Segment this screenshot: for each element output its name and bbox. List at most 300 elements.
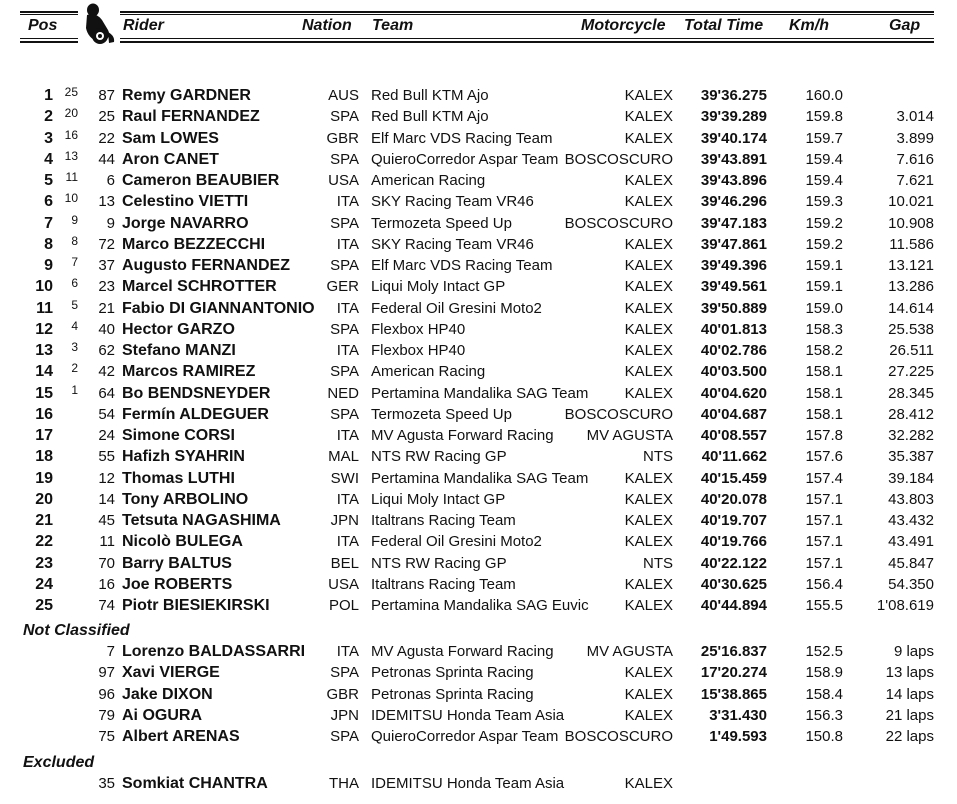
gap: 43.491 — [888, 533, 934, 551]
speed-kmh: 158.1 — [805, 405, 843, 423]
rider-name: Marco BEZZECCHI — [122, 235, 266, 253]
rider-number: 75 — [98, 728, 115, 745]
team-name: SKY Racing Team VR46 — [371, 193, 534, 211]
position: 20 — [35, 490, 53, 508]
speed-kmh: 156.3 — [805, 706, 843, 724]
position: 15 — [35, 384, 53, 402]
total-time: 1'49.593 — [709, 728, 767, 745]
gap: 13 laps — [885, 664, 934, 682]
gap: 3.014 — [896, 108, 934, 126]
points: 16 — [64, 127, 78, 142]
rider-name: Fabio DI GIANNANTONIO — [122, 299, 315, 317]
gap: 7.616 — [896, 150, 934, 168]
classified-row — [0, 404, 957, 425]
total-time: 39'40.174 — [700, 129, 767, 147]
rider-number: 40 — [98, 320, 115, 338]
gap: 10.908 — [888, 214, 934, 232]
points: 6 — [71, 276, 78, 291]
classified-row — [0, 531, 957, 552]
not-classified-row — [0, 641, 957, 662]
team-name: MV Agusta Forward Racing — [371, 427, 554, 444]
motorcycle: KALEX — [624, 512, 673, 529]
rider-name: Ai OGURA — [122, 706, 202, 724]
speed-kmh: 159.0 — [805, 299, 843, 317]
team-name: Pertamina Mandalika SAG Team — [371, 469, 589, 487]
total-time: 40'30.625 — [700, 575, 767, 593]
total-time: 40'02.786 — [700, 342, 767, 359]
col-header-rider: Rider — [123, 17, 164, 34]
nation: THA — [329, 775, 359, 792]
speed-kmh: 155.5 — [805, 597, 843, 614]
motorcycle: MV AGUSTA — [586, 427, 673, 444]
motorcycle: KALEX — [624, 706, 673, 724]
classified-row — [0, 553, 957, 574]
rider-number: 64 — [98, 384, 115, 402]
excluded-heading: Excluded — [23, 754, 95, 771]
gap: 14 laps — [885, 685, 934, 703]
gap: 28.345 — [888, 384, 934, 402]
rider-name: Remy GARDNER — [122, 87, 251, 104]
total-time: 40'04.620 — [700, 384, 767, 402]
col-header-pos: Pos — [28, 17, 58, 34]
classified-row — [0, 298, 957, 319]
team-name: Petronas Sprinta Racing — [371, 664, 534, 682]
total-time: 40'22.122 — [700, 554, 767, 572]
points: 8 — [71, 233, 78, 248]
classified-row — [0, 149, 957, 170]
position: 19 — [35, 469, 53, 487]
team-name: Elf Marc VDS Racing Team — [371, 257, 553, 274]
gap: 35.387 — [888, 448, 934, 466]
total-time: 39'47.183 — [700, 214, 767, 232]
position: 25 — [35, 597, 53, 614]
nation: SPA — [330, 405, 359, 423]
rider-number: 21 — [98, 299, 115, 317]
rider-number: 7 — [106, 643, 115, 660]
motorcycle: KALEX — [624, 108, 673, 126]
rider-number: 70 — [98, 554, 115, 572]
position: 21 — [35, 512, 53, 529]
rider-name: Sam LOWES — [122, 129, 219, 147]
rider-number: 97 — [98, 664, 115, 682]
motorcycle: KALEX — [624, 278, 673, 296]
nation: SPA — [330, 363, 359, 381]
team-name: Pertamina Mandalika SAG Euvic — [371, 597, 589, 614]
motorcycle: KALEX — [624, 172, 673, 189]
col-header-motorcycle: Motorcycle — [581, 17, 666, 34]
nation: ITA — [336, 427, 359, 444]
motorcycle: KALEX — [624, 533, 673, 551]
motorcycle-rider-icon — [78, 2, 120, 46]
rider-number: 35 — [98, 775, 115, 792]
total-time: 39'36.275 — [700, 87, 767, 104]
speed-kmh: 158.1 — [805, 384, 843, 402]
speed-kmh: 157.1 — [805, 490, 843, 508]
points: 2 — [71, 361, 78, 376]
motorcycle: KALEX — [624, 575, 673, 593]
nation: AUS — [328, 87, 359, 104]
motorcycle: KALEX — [624, 384, 673, 402]
nation: GER — [326, 278, 359, 296]
motorcycle: KALEX — [624, 469, 673, 487]
position: 11 — [36, 299, 53, 317]
rider-number: 72 — [98, 235, 115, 253]
team-name: IDEMITSU Honda Team Asia — [371, 775, 565, 792]
nation: MAL — [328, 448, 359, 466]
col-header-team: Team — [372, 17, 414, 34]
nation: USA — [328, 172, 359, 189]
rider-name: Simone CORSI — [122, 427, 235, 444]
points: 4 — [71, 318, 78, 333]
gap: 21 laps — [885, 706, 934, 724]
gap: 13.286 — [888, 278, 934, 296]
motorcycle: KALEX — [624, 342, 673, 359]
rider-name: Aron CANET — [122, 150, 219, 168]
nation: ITA — [336, 193, 359, 211]
position: 10 — [35, 278, 53, 296]
speed-kmh: 159.8 — [805, 108, 843, 126]
total-time: 39'49.396 — [700, 257, 767, 274]
total-time: 40'15.459 — [700, 469, 767, 487]
not-classified-row — [0, 684, 957, 705]
rider-name: Marcos RAMIREZ — [122, 363, 256, 381]
speed-kmh: 157.1 — [805, 533, 843, 551]
rider-name: Tetsuta NAGASHIMA — [122, 512, 281, 529]
position: 8 — [44, 235, 53, 253]
classified-row — [0, 106, 957, 127]
team-name: Federal Oil Gresini Moto2 — [371, 299, 542, 317]
motorcycle: KALEX — [624, 490, 673, 508]
team-name: QuieroCorredor Aspar Team — [371, 150, 559, 168]
motorcycle: KALEX — [624, 685, 673, 703]
team-name: Termozeta Speed Up — [371, 405, 512, 423]
speed-kmh: 159.4 — [805, 172, 843, 189]
nation: SPA — [330, 664, 359, 682]
gap: 43.432 — [888, 512, 934, 529]
rider-number: 13 — [98, 193, 115, 211]
rider-number: 55 — [98, 448, 115, 466]
rider-number: 44 — [98, 150, 115, 168]
team-name: American Racing — [371, 363, 486, 381]
rider-number: 22 — [98, 129, 115, 147]
motorcycle: BOSCOSCURO — [564, 405, 673, 423]
total-time: 3'31.430 — [709, 706, 767, 724]
gap: 14.614 — [888, 299, 934, 317]
header-top-rule-inner — [20, 14, 934, 15]
position: 23 — [35, 554, 53, 572]
rider-number: 62 — [98, 342, 115, 359]
speed-kmh: 156.4 — [805, 575, 843, 593]
position: 1 — [44, 87, 53, 104]
gap: 39.184 — [888, 469, 934, 487]
total-time: 17'20.274 — [700, 664, 767, 682]
points: 3 — [71, 340, 78, 354]
rider-name: Bo BENDSNEYDER — [122, 384, 271, 402]
team-name: SKY Racing Team VR46 — [371, 235, 534, 253]
nation: USA — [328, 575, 359, 593]
team-name: Federal Oil Gresini Moto2 — [371, 533, 542, 551]
rider-number: 25 — [98, 108, 115, 126]
classified-row — [0, 489, 957, 510]
motorcycle: NTS — [643, 448, 673, 466]
nation: JPN — [330, 512, 359, 529]
gap: 9 laps — [893, 643, 934, 660]
classified-row — [0, 340, 957, 361]
rider-name: Tony ARBOLINO — [122, 490, 249, 508]
speed-kmh: 158.9 — [805, 664, 843, 682]
nation: ITA — [336, 342, 359, 359]
motorcycle: KALEX — [624, 257, 673, 274]
classified-row — [0, 191, 957, 212]
team-name: Elf Marc VDS Racing Team — [371, 129, 553, 147]
rider-number: 74 — [98, 597, 115, 614]
motorcycle: KALEX — [624, 193, 673, 211]
gap: 26.511 — [889, 342, 934, 359]
total-time: 40'08.557 — [700, 427, 767, 444]
motorcycle: KALEX — [624, 664, 673, 682]
motorcycle: KALEX — [624, 299, 673, 317]
gap: 32.282 — [888, 427, 934, 444]
nation: ITA — [336, 533, 359, 551]
speed-kmh: 150.8 — [805, 728, 843, 745]
gap: 11.586 — [889, 235, 934, 253]
rider-name: Cameron BEAUBIER — [122, 172, 280, 189]
team-name: Termozeta Speed Up — [371, 214, 512, 232]
team-name: IDEMITSU Honda Team Asia — [371, 706, 565, 724]
total-time: 40'19.707 — [700, 512, 767, 529]
motorcycle: KALEX — [624, 320, 673, 338]
header-bottom-rule-inner — [20, 38, 934, 39]
position: 2 — [44, 108, 53, 126]
gap: 1'08.619 — [876, 597, 934, 614]
position: 12 — [35, 320, 53, 338]
position: 3 — [44, 129, 53, 147]
gap: 3.899 — [896, 129, 934, 147]
nation: SPA — [330, 150, 359, 168]
position: 13 — [35, 342, 53, 359]
points: 5 — [71, 297, 78, 312]
not-classified-row — [0, 705, 957, 726]
speed-kmh: 159.1 — [805, 278, 843, 296]
header-top-rule — [20, 11, 934, 13]
team-name: Red Bull KTM Ajo — [371, 108, 489, 126]
nation: GBR — [326, 685, 359, 703]
position: 9 — [44, 257, 53, 274]
gap: 7.621 — [896, 172, 934, 189]
not-classified-heading: Not Classified — [23, 622, 130, 639]
total-time: 40'20.078 — [700, 490, 767, 508]
nation: SPA — [330, 728, 359, 745]
total-time: 39'50.889 — [700, 299, 767, 317]
total-time: 25'16.837 — [700, 643, 767, 660]
rider-name: Barry BALTUS — [122, 554, 232, 572]
rider-number: 87 — [98, 87, 115, 104]
rider-number: 16 — [98, 575, 115, 593]
rider-name: Celestino VIETTI — [122, 193, 249, 211]
team-name: Italtrans Racing Team — [371, 575, 516, 593]
nation: GBR — [326, 129, 359, 147]
motorcycle: KALEX — [624, 129, 673, 147]
speed-kmh: 159.3 — [805, 193, 843, 211]
classified-row — [0, 213, 957, 234]
rider-name: Marcel SCHROTTER — [122, 278, 277, 296]
rider-name: Lorenzo BALDASSARRI — [122, 643, 306, 660]
rider-name: Thomas LUTHI — [122, 469, 235, 487]
position: 18 — [35, 448, 53, 466]
team-name: NTS RW Racing GP — [371, 448, 507, 466]
speed-kmh: 159.7 — [805, 129, 843, 147]
position: 6 — [44, 193, 53, 211]
rider-number: 9 — [106, 214, 115, 232]
nation: ITA — [336, 235, 359, 253]
not-classified-row — [0, 662, 957, 683]
classified-row — [0, 468, 957, 489]
points: 1 — [71, 382, 78, 397]
position: 4 — [44, 150, 53, 168]
rider-name: Somkiat CHANTRA — [122, 775, 268, 792]
rider-name: Piotr BIESIEKIRSKI — [122, 597, 270, 614]
motorcycle: KALEX — [624, 775, 673, 792]
position: 14 — [35, 363, 53, 381]
team-name: Flexbox HP40 — [371, 342, 466, 359]
rider-number: 6 — [106, 172, 115, 189]
team-name: Flexbox HP40 — [371, 320, 466, 338]
speed-kmh: 152.5 — [805, 643, 843, 660]
speed-kmh: 159.2 — [805, 214, 843, 232]
nation: ITA — [336, 490, 359, 508]
classified-row — [0, 128, 957, 149]
classified-row — [0, 574, 957, 595]
rider-number: 12 — [98, 469, 115, 487]
motorcycle: KALEX — [624, 87, 673, 104]
rider-name: Stefano MANZI — [122, 342, 236, 359]
rider-number: 54 — [98, 405, 115, 423]
classified-row — [0, 595, 957, 616]
team-name: Red Bull KTM Ajo — [371, 87, 489, 104]
rider-name: Joe ROBERTS — [122, 575, 233, 593]
rider-number: 79 — [98, 706, 115, 724]
rider-number: 24 — [98, 427, 115, 444]
rider-number: 42 — [98, 363, 115, 381]
rider-number: 96 — [98, 685, 115, 703]
gap: 45.847 — [888, 554, 934, 572]
position: 22 — [35, 533, 53, 551]
rider-number: 37 — [98, 257, 115, 274]
points: 10 — [64, 191, 78, 206]
rider-name: Albert ARENAS — [122, 728, 240, 745]
team-name: Liqui Moly Intact GP — [371, 278, 506, 296]
speed-kmh: 160.0 — [805, 87, 843, 104]
nation: ITA — [336, 643, 359, 660]
rider-name: Fermín ALDEGUER — [122, 405, 269, 423]
rider-number: 23 — [98, 278, 115, 296]
total-time: 40'44.894 — [700, 597, 767, 614]
points: 20 — [64, 106, 78, 121]
header-bottom-rule — [20, 41, 934, 43]
motorcycle: KALEX — [624, 363, 673, 381]
rider-name: Nicolò BULEGA — [122, 533, 243, 551]
total-time: 39'43.896 — [700, 172, 767, 189]
classified-row — [0, 234, 957, 255]
team-name: Petronas Sprinta Racing — [371, 685, 534, 703]
team-name: QuieroCorredor Aspar Team — [371, 728, 559, 745]
total-time: 40'01.813 — [700, 320, 767, 338]
speed-kmh: 159.1 — [805, 257, 843, 274]
excluded-row — [0, 773, 957, 794]
col-header-kmh: Km/h — [789, 17, 829, 34]
points: 25 — [64, 85, 78, 99]
total-time: 40'03.500 — [700, 363, 767, 381]
motorcycle: BOSCOSCURO — [564, 214, 673, 232]
rider-number: 11 — [99, 533, 115, 551]
team-name: MV Agusta Forward Racing — [371, 643, 554, 660]
position: 5 — [44, 172, 53, 189]
motorcycle: KALEX — [624, 597, 673, 614]
motorcycle: BOSCOSCURO — [564, 728, 673, 745]
motorcycle: NTS — [643, 554, 673, 572]
team-name: Pertamina Mandalika SAG Team — [371, 384, 589, 402]
motorcycle: KALEX — [624, 235, 673, 253]
col-header-gap: Gap — [889, 17, 921, 34]
classified-row — [0, 276, 957, 297]
nation: SPA — [330, 320, 359, 338]
gap: 54.350 — [888, 575, 934, 593]
speed-kmh: 157.4 — [805, 469, 843, 487]
total-time: 39'49.561 — [700, 278, 767, 296]
speed-kmh: 158.4 — [805, 685, 843, 703]
rider-name: Jorge NAVARRO — [122, 214, 249, 232]
classified-row — [0, 383, 957, 404]
gap: 25.538 — [888, 320, 934, 338]
gap: 43.803 — [888, 490, 934, 508]
speed-kmh: 158.3 — [805, 320, 843, 338]
total-time: 39'43.891 — [700, 150, 767, 168]
gap: 28.412 — [888, 405, 934, 423]
total-time: 40'04.687 — [700, 405, 767, 423]
rider-name: Jake DIXON — [122, 685, 213, 703]
nation: SPA — [330, 214, 359, 232]
nation: SPA — [330, 257, 359, 274]
classified-row — [0, 446, 957, 467]
rider-name: Hector GARZO — [122, 320, 235, 338]
speed-kmh: 158.1 — [805, 363, 843, 381]
speed-kmh: 159.2 — [805, 235, 843, 253]
total-time: 40'11.662 — [701, 448, 767, 466]
classified-row — [0, 425, 957, 446]
motorcycle: MV AGUSTA — [586, 643, 673, 660]
col-header-nation: Nation — [302, 17, 352, 34]
gap: 22 laps — [885, 728, 934, 745]
team-name: Liqui Moly Intact GP — [371, 490, 506, 508]
rider-name: Xavi VIERGE — [122, 664, 220, 682]
position: 16 — [35, 405, 53, 423]
nation: ITA — [336, 299, 359, 317]
rider-number: 14 — [98, 490, 115, 508]
points: 9 — [71, 212, 78, 227]
total-time: 39'39.289 — [700, 108, 767, 126]
classified-row — [0, 319, 957, 340]
classified-row — [0, 170, 957, 191]
speed-kmh: 157.1 — [805, 554, 843, 572]
gap: 27.225 — [888, 363, 934, 381]
speed-kmh: 157.1 — [805, 512, 843, 529]
gap: 10.021 — [888, 193, 934, 211]
total-time: 40'19.766 — [700, 533, 767, 551]
classified-row — [0, 85, 957, 106]
total-time: 39'46.296 — [700, 193, 767, 211]
team-name: American Racing — [371, 172, 486, 189]
speed-kmh: 158.2 — [805, 342, 843, 359]
